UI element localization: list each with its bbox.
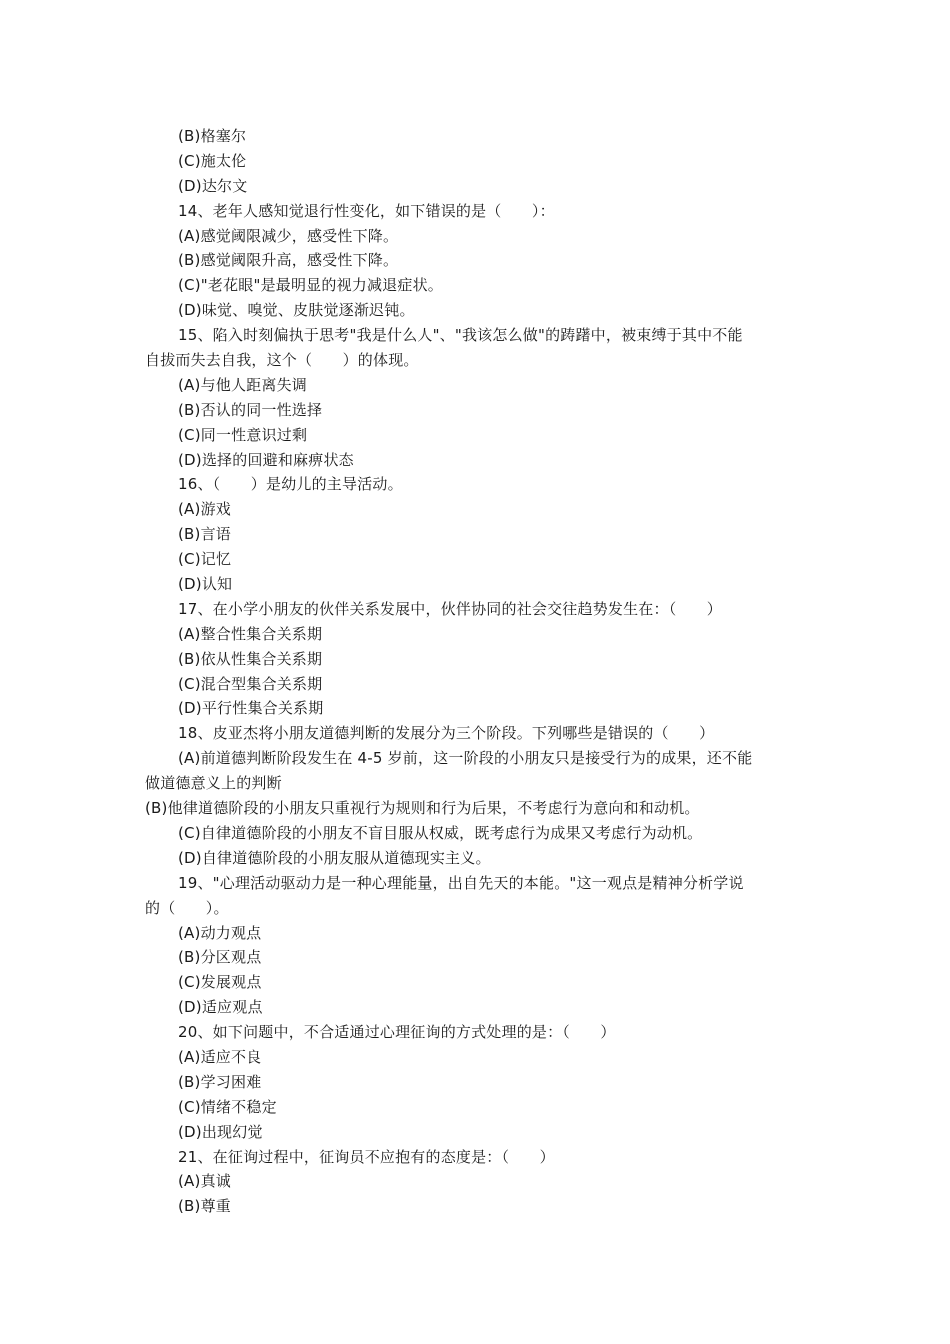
text-line: (A)游戏 xyxy=(178,500,231,519)
text-line: (C)发展观点 xyxy=(178,973,262,992)
text-line: (C)"老花眼"是最明显的视力减退症状。 xyxy=(178,276,443,295)
text-line: (D)认知 xyxy=(178,575,233,594)
text-line: (D)自律道德阶段的小朋友服从道德现实主义。 xyxy=(178,848,491,867)
text-line: 21、在征询过程中，征询员不应抱有的态度是：（ ） xyxy=(178,1147,555,1166)
text-line: (D)味觉、嗅觉、皮肤觉逐渐迟钝。 xyxy=(178,301,415,320)
text-line: (A)感觉阈限减少，感受性下降。 xyxy=(178,226,399,245)
text-line: (C)同一性意识过剩 xyxy=(178,425,308,444)
text-line: (D)适应观点 xyxy=(178,998,263,1017)
text-line: 18、皮亚杰将小朋友道德判断的发展分为三个阶段。下列哪些是错误的（ ） xyxy=(178,724,715,743)
text-line: (B)尊重 xyxy=(178,1197,231,1216)
text-line: 16、（ ）是幼儿的主导活动。 xyxy=(178,475,403,494)
text-line: (C)情绪不稳定 xyxy=(178,1097,277,1116)
text-line: (B)格塞尔 xyxy=(178,127,247,145)
text-line: (C)自律道德阶段的小朋友不盲目服从权威，既考虑行为成果又考虑行为动机。 xyxy=(178,823,703,842)
text-line: (D)达尔文 xyxy=(178,176,248,195)
text-line: (B)感觉阈限升高，感受性下降。 xyxy=(178,251,399,270)
document-page xyxy=(0,124,950,1219)
text-line: (A)整合性集合关系期 xyxy=(178,624,323,643)
text-line: 17、在小学小朋友的伙伴关系发展中，伙伴协同的社会交往趋势发生在：（ ） xyxy=(178,599,722,618)
text-line: (B)依从性集合关系期 xyxy=(178,649,323,668)
text-line: (D)出现幻觉 xyxy=(178,1122,263,1141)
text-line: 自拔而失去自我，这个（ ）的体现。 xyxy=(145,351,419,370)
text-line: (B)否认的同一性选择 xyxy=(178,400,323,419)
text-line: (A)适应不良 xyxy=(178,1047,262,1066)
text-line: 19、"心理活动驱动力是一种心理能量，出自先天的本能。"这一观点是精神分析学说 xyxy=(178,873,744,892)
text-line: 15、陷入时刻偏执于思考"我是什么人"、"我该怎么做"的踌躇中，被束缚于其中不能 xyxy=(178,326,743,345)
text-line: (B)言语 xyxy=(178,525,231,544)
text-line: (B)他律道德阶段的小朋友只重视行为规则和行为后果，不考虑行为意向和和动机。 xyxy=(145,799,700,818)
text-line: (C)混合型集合关系期 xyxy=(178,674,323,693)
text-line: (A)动力观点 xyxy=(178,923,262,942)
text-line: (B)分区观点 xyxy=(178,948,262,967)
text-line: (A)前道德判断阶段发生在 4-5 岁前，这一阶段的小朋友只是接受行为的成果，还不能 xyxy=(178,749,753,768)
text-line: (B)学习困难 xyxy=(178,1072,262,1091)
text-line: (C)记忆 xyxy=(178,550,232,569)
text-line: (A)与他人距离失调 xyxy=(178,375,307,394)
text-line: (D)选择的回避和麻痹状态 xyxy=(178,450,354,469)
text-line: 做道德意义上的判断 xyxy=(145,774,282,793)
text-line: 14、老年人感知觉退行性变化，如下错误的是（ ）： xyxy=(178,201,555,220)
text-line: (D)平行性集合关系期 xyxy=(178,699,324,718)
text-line: 20、如下问题中，不合适通过心理征询的方式处理的是：（ ） xyxy=(178,1023,616,1042)
text-line: (C)施太伦 xyxy=(178,151,247,170)
text-line: 的（ ）。 xyxy=(145,898,229,917)
text-line: (A)真诚 xyxy=(178,1172,231,1191)
